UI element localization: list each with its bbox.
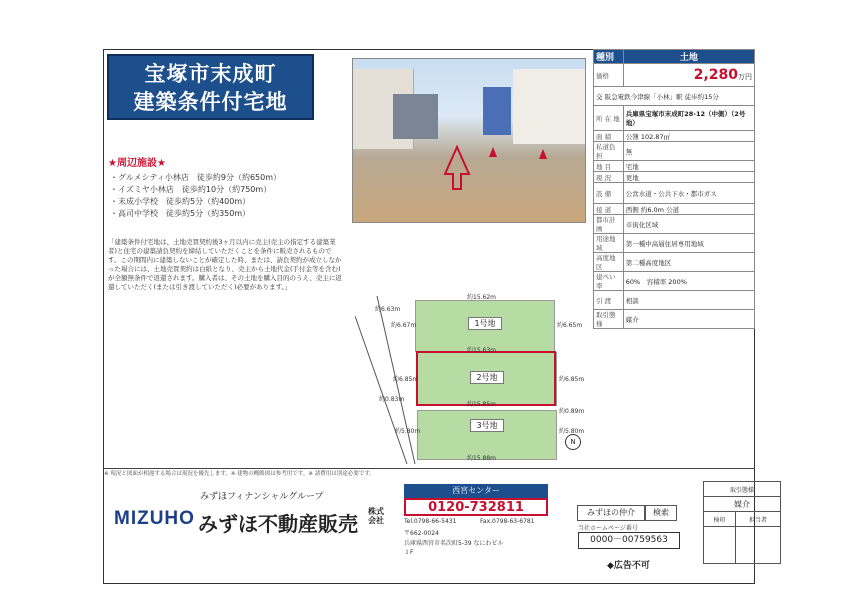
toll-free-phone[interactable]: 0120-732811 bbox=[404, 498, 548, 516]
fax: Fax.0798-63-6781 bbox=[480, 518, 535, 525]
facility-item: ・高司中学校 徒歩約5分（約350m） bbox=[110, 209, 251, 218]
property-info-table bbox=[593, 49, 755, 329]
lot-1-label: 1号地 bbox=[468, 317, 502, 330]
postal-code: 〒662-0024 bbox=[404, 530, 439, 537]
property-photo bbox=[352, 58, 586, 223]
dim-h2-right: 約6.85m bbox=[559, 376, 585, 383]
dim-side: 約0.83m bbox=[379, 396, 405, 403]
facility-item: ・グルメシティ小林店 徒歩約9分（約650m） bbox=[110, 173, 282, 182]
headline-line-1: 宝塚市末成町 bbox=[144, 62, 277, 86]
row-label: 用途地域 bbox=[594, 234, 624, 253]
facility-item: ・イズミヤ小林店 徒歩約10分（約750m） bbox=[110, 185, 272, 194]
type-value: 土地 bbox=[623, 50, 754, 64]
hp-number-label: 当社ホームページ番号 bbox=[578, 525, 638, 532]
type-label: 種別 bbox=[594, 50, 624, 64]
lot-2-label: 2号地 bbox=[470, 371, 504, 384]
dim-h3-right: 約5.80m bbox=[559, 428, 585, 435]
dim-h3-left: 約5.80m bbox=[395, 428, 421, 435]
branch-name: 西宮センター bbox=[404, 484, 548, 498]
row-label: 建ぺい率 bbox=[594, 272, 624, 291]
row-value: 更地 bbox=[623, 172, 754, 183]
row-value: 第二種高度地区 bbox=[623, 253, 754, 272]
deal-col-2: 担当者 bbox=[736, 512, 781, 527]
row-value: 公営水道・公共下水・都市ガス bbox=[623, 183, 754, 204]
row-value: 相談 bbox=[623, 291, 754, 310]
traffic: 交 阪急電鉄今津線「小林」駅 徒歩約15分 bbox=[594, 87, 755, 106]
row-value: 60% bbox=[625, 277, 641, 286]
dim-h1-right: 約6.65m bbox=[557, 322, 583, 329]
headline-box bbox=[107, 54, 314, 120]
deal-title: 取引態様 bbox=[704, 482, 781, 497]
dim-w1: 約15.63m bbox=[467, 347, 497, 354]
group-name: みずほフィナンシャルグループ bbox=[200, 492, 324, 502]
mizuho-logo: MIZUHO bbox=[114, 508, 195, 529]
company-suffix: 株式 会社 bbox=[368, 507, 384, 525]
row-label: 設 備 bbox=[594, 183, 624, 204]
row-label-2: 容積率 bbox=[646, 277, 667, 286]
headline-line-2: 建築条件付宅地 bbox=[133, 90, 288, 114]
row-value-2: 200% bbox=[668, 277, 687, 286]
arrow-icon bbox=[353, 59, 585, 222]
dim-h1-left: 約6.67m bbox=[391, 322, 417, 329]
row-label: 現 況 bbox=[594, 172, 624, 183]
deal-value: 媒介 bbox=[704, 497, 781, 512]
lot-3-label: 3号地 bbox=[470, 419, 504, 432]
price-unit: 万円 bbox=[738, 73, 752, 81]
area-label: 面 積 bbox=[594, 131, 624, 142]
deal-col-1: 検印 bbox=[704, 512, 736, 527]
dim-w2: 約15.85m bbox=[467, 401, 497, 408]
company-name: みずほ不動産販売 bbox=[198, 512, 358, 536]
area-value: 公簿 102.87㎡ bbox=[623, 131, 754, 142]
row-value: 第一種中高層住居専用地域 bbox=[623, 234, 754, 253]
facility-item: ・末成小学校 徒歩約5分（約400m） bbox=[110, 197, 251, 206]
row-value: 媒介 bbox=[623, 310, 754, 329]
price-label: 価格 bbox=[594, 64, 624, 87]
row-label: 都市計画 bbox=[594, 215, 624, 234]
dim-top: 約15.62m bbox=[467, 294, 497, 301]
deal-type-table bbox=[703, 481, 781, 564]
row-label: 地 目 bbox=[594, 161, 624, 172]
search-button[interactable]: 検索 bbox=[645, 505, 677, 521]
lot-map bbox=[355, 286, 587, 464]
row-value: 無 bbox=[623, 142, 754, 161]
row-label: 取引態様 bbox=[594, 310, 624, 329]
dim-left-top: 約6.63m bbox=[375, 306, 401, 313]
price-value: 2,280 bbox=[693, 67, 738, 83]
listing-id: 0000－00759563 bbox=[578, 532, 680, 549]
north-arrow-icon: N bbox=[565, 434, 581, 450]
disclaimer: ※ 現況と図面が相違する場合は現況を優先します。※ 建物の概略図は参考用です。※ 諸費用は別途必要です。 bbox=[104, 471, 375, 477]
row-label: 私道負担 bbox=[594, 142, 624, 161]
dim-h2-left: 約6.85m bbox=[393, 376, 419, 383]
dim-side-2: 約0.89m bbox=[559, 408, 585, 415]
row-label: 高度地区 bbox=[594, 253, 624, 272]
row-value: 宅地 bbox=[623, 161, 754, 172]
location-value: 兵庫県宝塚市末成町28-12（中側）（2号地） bbox=[623, 106, 754, 131]
row-label: 接 道 bbox=[594, 204, 624, 215]
address: 兵庫県西宮市名次町5-39 なにわビル１F bbox=[404, 540, 504, 556]
tel: Tel.0798-66-5431 bbox=[404, 518, 457, 525]
no-ads-notice: ◆広告不可 bbox=[607, 561, 650, 571]
dim-w3: 約15.88m bbox=[467, 455, 497, 462]
row-value: 西側 約6.0m 公道 bbox=[623, 204, 754, 215]
row-label: 引 渡 bbox=[594, 291, 624, 310]
location-label: 所 在 地 bbox=[594, 106, 624, 131]
row-value: 市街化区域 bbox=[623, 215, 754, 234]
facilities-heading: ★周辺施設★ bbox=[108, 158, 166, 169]
search-query-box[interactable]: みずほの仲介 bbox=[577, 505, 645, 521]
building-condition-note: 「建築条件付宅地は、土地売買契約後3ヶ月以内に売主(売主の指定する建築業者)と住宅の建築請負契約を締結していただくことを条件に販売されるものです。この期間内に建築しないことが確定した時、または、請負契約が成立しなかった場合には、土地売買契約は白紙となり、売主から土地代金(手付金等を含む)が全額無条件で返還されます。購入者は、その土地を購入目的のうえ、売主に返還していただく(または引き渡していただく)必要があります。」 bbox=[108, 238, 342, 291]
